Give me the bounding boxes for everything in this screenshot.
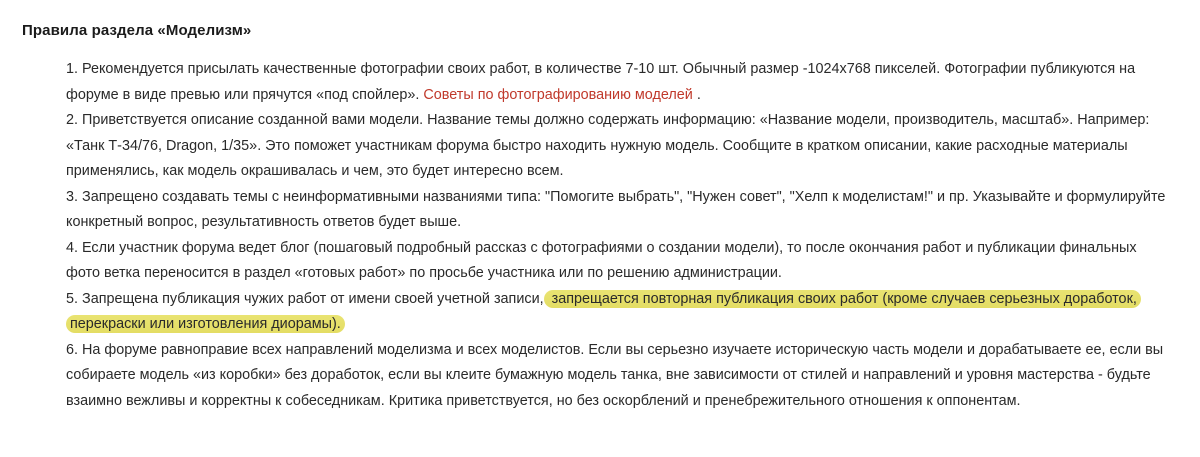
rule-3-text: 3. Запрещено создавать темы с неинформативными названиями типа: "Помогите выбрать", "Нужен совет", "Хелп к моделистам!" и пр. Указывайте и формулируйте конкретный вопрос, результативность ответов будет выше. bbox=[66, 188, 1166, 230]
photo-tips-link[interactable]: Советы по фотографированию моделей bbox=[423, 86, 693, 103]
rule-item-4 bbox=[66, 236, 1172, 287]
rule-6-text: 6. На форуме равноправие всех направлений моделизма и всех моделистов. Если вы серьезно изучаете историческую часть модели и дорабатываете ее, если вы собираете модель «из коробки» без доработок, если вы клеите бумажную модель танка, вне зависимости от стилей и направлений и уровня мастерства - будьте взаимно вежливы и корректны к собеседникам. Критика приветствуется, но без оскорблений и пренебрежительного отношения к оппонентам. bbox=[66, 341, 1164, 409]
rule-2-text: 2. Приветствуется описание созданной вами модели. Название темы должно содержать информацию: «Название модели, производитель, масштаб». Например: «Танк Т-34/76, Dragon, 1/35». Это поможет участникам форума быстро находить нужную модель. Сообщите в кратком описании, какие расходные материалы применялись, как модель окрашивалась и чем, это будет интересно всем. bbox=[66, 112, 1150, 179]
rule-1-text-b: . bbox=[692, 86, 701, 103]
rule-5-highlighted-text: запрещается повторная публикация своих работ (кроме случаев серьезных доработок, перекраски или изготовления диорамы). bbox=[66, 290, 1141, 334]
rules-list bbox=[22, 57, 1182, 414]
rule-1-text-a: 1. Рекомендуется присылать качественные фотографии своих работ, в количестве 7-10 шт. Обычный размер -1024х768 пикселей. Фотографии публикуются на форуме в виде превью или прячутся «под спойлер». bbox=[66, 61, 1136, 103]
rule-item-6 bbox=[66, 338, 1172, 415]
rule-5-text: 5. Запрещена публикация чужих работ от имени своей учетной записи, bbox=[66, 290, 544, 307]
page-title: Правила раздела «Моделизм» bbox=[22, 22, 252, 39]
rule-4-text: 4. Если участник форума ведет блог (пошаговый подробный рассказ с фотографиями о создании модели), то после окончания работ и публикации финальных фото ветка переносится в раздел «готовых работ» по просьбе участника или по решению администрации. bbox=[66, 239, 1137, 281]
rule-item-2 bbox=[66, 108, 1172, 185]
rule-item-5 bbox=[66, 287, 1172, 338]
rule-item-1 bbox=[66, 57, 1172, 108]
rule-item-3 bbox=[66, 185, 1172, 236]
